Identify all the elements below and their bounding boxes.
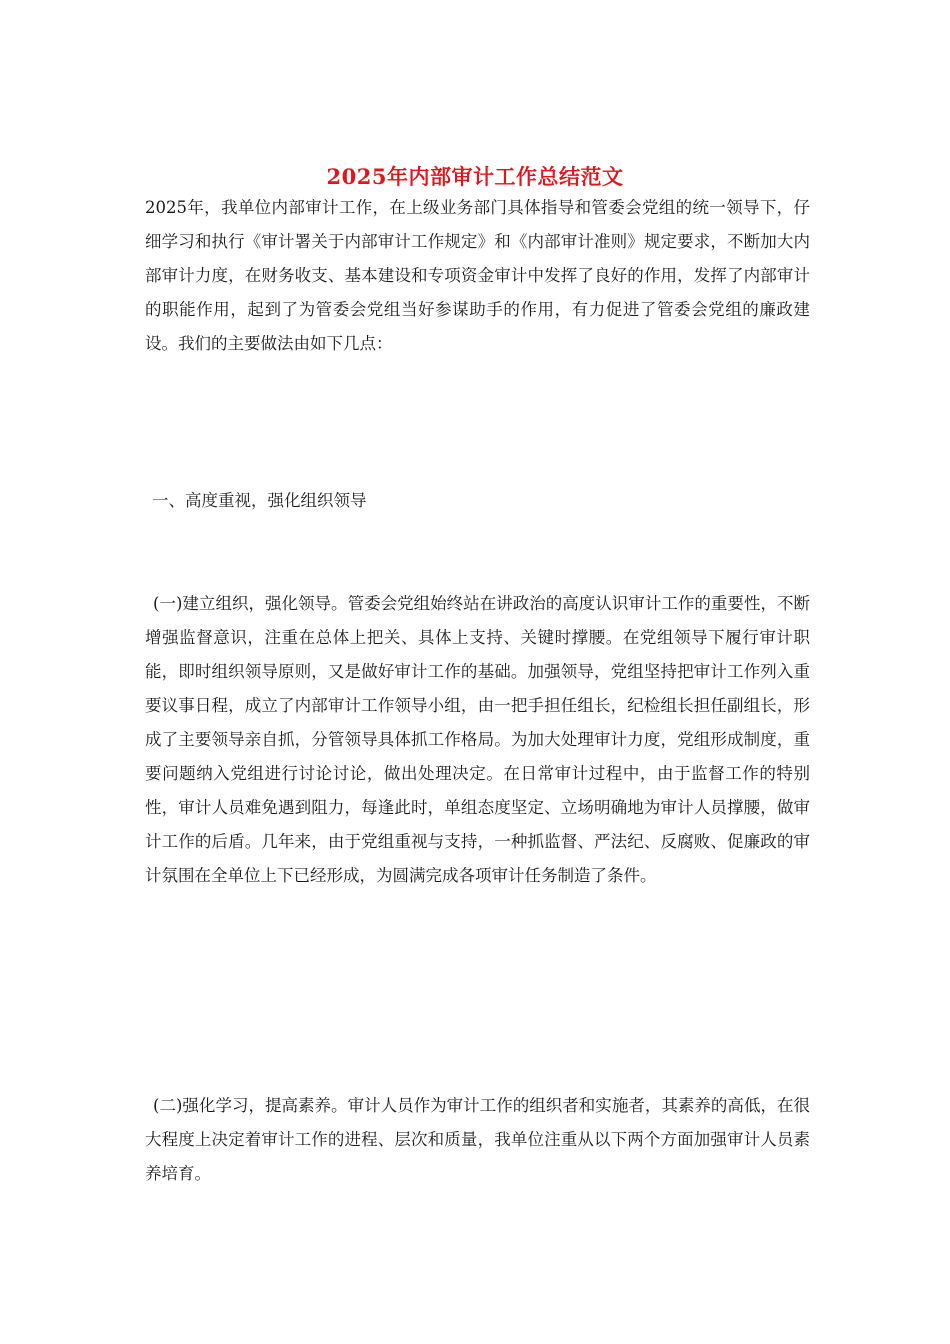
- paragraph-two: (二)强化学习，提高素养。审计人员作为审计工作的组织者和实施者，其素养的高低，在很大程度上决定着审计工作的进程、层次和质量，我单位注重从以下两个方面加强审计人员素养培育。: [145, 1096, 810, 1183]
- intro-paragraph: 2025年，我单位内部审计工作，在上级业务部门具体指导和管委会党组的统一领导下，仔细学习和执行《审计署关于内部审计工作规定》和《内部审计准则》规定要求，不断加大内部审计力度，在财务收支、基本建设和专项资金审计中发挥了良好的作用，发挥了内部审计的职能作用，起到了为管委会党组当好参谋助手的作用，有力促进了管委会党组的廉政建设。我们的主要做法由如下几点：: [145, 198, 810, 353]
- document-title: 2025年内部审计工作总结范文: [326, 164, 624, 190]
- paragraph-one: (一)建立组织，强化领导。管委会党组始终站在讲政治的高度认识审计工作的重要性，不断增强监督意识，注重在总体上把关、具体上支持、关键时撑腰。在党组领导下履行审计职能，即时组织领导原则，又是做好审计工作的基础。加强领导，党组坚持把审计工作列入重要议事日程，成立了内部审计工作领导小组，由一把手担任组长，纪检组长担任副组长，形成了主要领导亲自抓，分管领导具体抓工作格局。为加大处理审计力度，党组形成制度，重要问题纳入党组进行讨论讨论，做出处理决定。在日常审计过程中，由于监督工作的特别性，审计人员难免遇到阻力，每逢此时，单组态度坚定、立场明确地为审计人员撑腰，做审计工作的后盾。几年来，由于党组重视与支持，一种抓监督、严法纪、反腐败、促廉政的审计氛围在全单位上下已经形成，为圆满完成各项审计任务制造了条件。: [145, 594, 810, 885]
- section-one-heading: 一、高度重视，强化组织领导: [152, 491, 367, 510]
